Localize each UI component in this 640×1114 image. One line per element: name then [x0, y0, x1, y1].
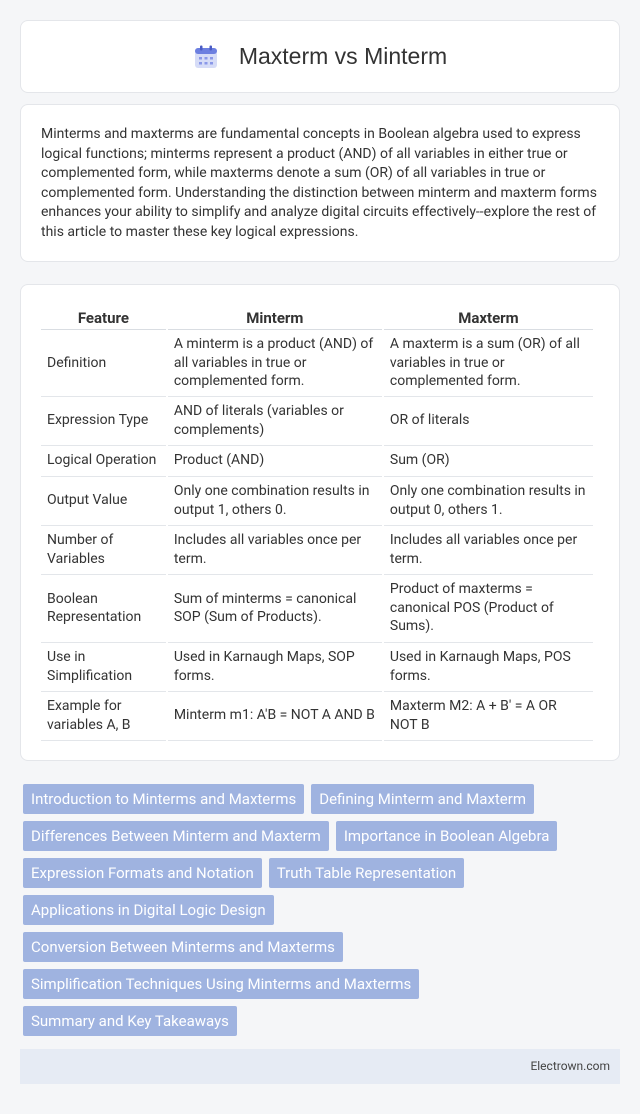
row-maxterm: Sum (OR)	[384, 446, 593, 477]
row-maxterm: OR of literals	[384, 397, 593, 446]
tag-link[interactable]: Importance in Boolean Algebra	[336, 821, 558, 851]
comparison-table	[39, 305, 595, 741]
header-minterm: Minterm	[168, 305, 382, 330]
row-minterm: Product (AND)	[168, 446, 382, 477]
footer	[20, 1049, 620, 1084]
intro-text: Minterms and maxterms are fundamental concepts in Boolean algebra used to express logical functions; minterms represent a product (AND) of all variables in either true or complemented form, while maxterms denote a sum (OR) of all variables in true or complemented form. Understanding the distinction between minterm and maxterm forms enhances your ability to simplify and analyze digital circuits effectively--explore the rest of this article to master these key logical expressions.	[41, 126, 597, 240]
tag-row	[23, 784, 603, 814]
tag-link[interactable]: Introduction to Minterms and Maxterms	[23, 784, 304, 814]
tag-link[interactable]: Expression Formats and Notation	[23, 858, 262, 888]
row-feature: Use in Simplification	[41, 643, 166, 692]
header-feature: Feature	[41, 305, 166, 330]
tag-link[interactable]: Simplification Techniques Using Minterms and Maxterms	[23, 969, 419, 999]
tag-link[interactable]: Differences Between Minterm and Maxterm	[23, 821, 329, 851]
row-feature: Expression Type	[41, 397, 166, 446]
table-row	[41, 397, 593, 446]
table-row	[41, 477, 593, 526]
row-feature: Definition	[41, 330, 166, 397]
row-maxterm: Includes all variables once per term.	[384, 526, 593, 575]
footer-brand[interactable]: Electrown.com	[530, 1059, 610, 1073]
row-minterm: Only one combination results in output 1, others 0.	[168, 477, 382, 526]
row-maxterm: Product of maxterms = canonical POS (Product of Sums).	[384, 575, 593, 643]
tag-row	[23, 895, 603, 925]
row-minterm: Used in Karnaugh Maps, SOP forms.	[168, 643, 382, 692]
tag-link[interactable]: Conversion Between Minterms and Maxterms	[23, 932, 343, 962]
tag-row	[23, 858, 603, 888]
calendar-icon	[193, 44, 219, 70]
table-row	[41, 330, 593, 397]
table-row	[41, 643, 593, 692]
tag-link[interactable]: Applications in Digital Logic Design	[23, 895, 274, 925]
table-row	[41, 446, 593, 477]
row-feature: Boolean Representation	[41, 575, 166, 643]
row-minterm: A minterm is a product (AND) of all variables in true or complemented form.	[168, 330, 382, 397]
row-minterm: AND of literals (variables or complements)	[168, 397, 382, 446]
row-feature: Output Value	[41, 477, 166, 526]
header-card	[20, 20, 620, 93]
intro-card	[20, 104, 620, 262]
tag-link[interactable]: Summary and Key Takeaways	[23, 1006, 237, 1036]
row-feature: Example for variables A, B	[41, 692, 166, 741]
tag-row	[23, 932, 603, 962]
comparison-table-card	[20, 284, 620, 761]
row-minterm: Minterm m1: A'B = NOT A AND B	[168, 692, 382, 741]
topic-tags	[23, 784, 603, 1043]
tag-row	[23, 969, 603, 999]
row-feature: Number of Variables	[41, 526, 166, 575]
tag-row	[23, 821, 603, 851]
row-maxterm: A maxterm is a sum (OR) of all variables in true or complemented form.	[384, 330, 593, 397]
tag-row	[23, 1006, 603, 1036]
row-maxterm: Only one combination results in output 0, others 1.	[384, 477, 593, 526]
table-header-row	[41, 305, 593, 330]
table-row	[41, 526, 593, 575]
row-maxterm: Used in Karnaugh Maps, POS forms.	[384, 643, 593, 692]
row-minterm: Includes all variables once per term.	[168, 526, 382, 575]
row-minterm: Sum of minterms = canonical SOP (Sum of Products).	[168, 575, 382, 643]
header-maxterm: Maxterm	[384, 305, 593, 330]
tag-link[interactable]: Truth Table Representation	[269, 858, 464, 888]
row-feature: Logical Operation	[41, 446, 166, 477]
page-title: Maxterm vs Minterm	[238, 43, 448, 69]
table-row	[41, 692, 593, 741]
tag-link[interactable]: Defining Minterm and Maxterm	[311, 784, 534, 814]
table-row	[41, 575, 593, 643]
row-maxterm: Maxterm M2: A + B' = A OR NOT B	[384, 692, 593, 741]
